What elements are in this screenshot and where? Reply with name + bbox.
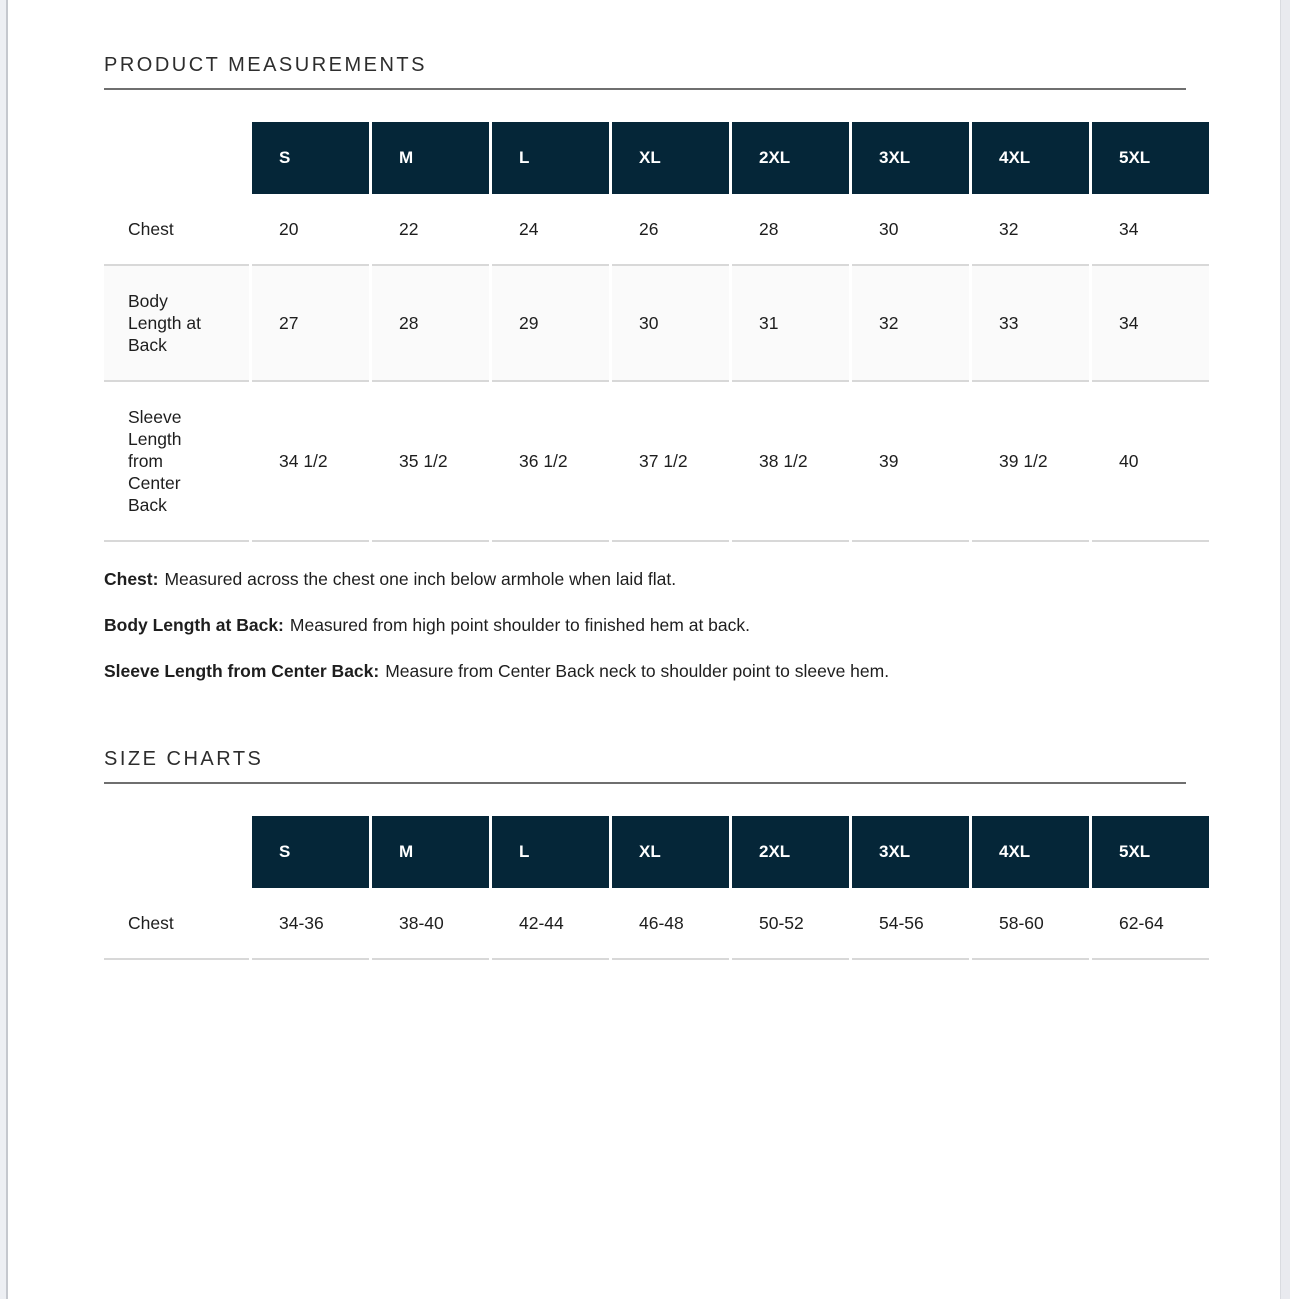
measurement-value-cell: 34 1/2 [252, 382, 369, 542]
measurement-value-cell: 26 [612, 194, 729, 266]
size-col-header-2xl: 2XL [732, 816, 849, 888]
measurement-value-cell: 40 [1092, 382, 1209, 542]
size-col-header-s: S [252, 122, 369, 194]
size-range-cell: 34-36 [252, 888, 369, 960]
size-col-header-5xl: 5XL [1092, 122, 1209, 194]
note-chest [104, 568, 1104, 590]
measurement-value-cell: 20 [252, 194, 369, 266]
size-col-header-m: M [372, 816, 489, 888]
size-header-row [104, 816, 1209, 888]
size-col-header-s: S [252, 816, 369, 888]
size-col-header-3xl: 3XL [852, 122, 969, 194]
product-measurements-table [101, 122, 1212, 542]
size-range-cell: 42-44 [492, 888, 609, 960]
measurement-value-cell: 28 [732, 194, 849, 266]
row-label-cell: Body Length at Back [104, 266, 249, 382]
measurement-value-cell: 39 [852, 382, 969, 542]
size-range-cell: 50-52 [732, 888, 849, 960]
measurement-value-cell: 30 [852, 194, 969, 266]
size-charts-heading: SIZE CHARTS [104, 748, 1186, 784]
size-col-header-xl: XL [612, 122, 729, 194]
row-label-cell: Chest [104, 194, 249, 266]
measurement-value-cell: 24 [492, 194, 609, 266]
table-row-sleeve-length [104, 382, 1209, 542]
note-term: Body Length at Back: [104, 615, 284, 635]
note-sleeve-length [104, 660, 1104, 682]
vertical-scrollbar[interactable] [1280, 0, 1290, 1299]
row-label-cell: Sleeve Length from Center Back [104, 382, 249, 542]
size-col-header-4xl: 4XL [972, 816, 1089, 888]
page-left-edge [0, 0, 8, 1299]
note-description: Measured from high point shoulder to finished hem at back. [289, 615, 751, 635]
size-col-header-m: M [372, 122, 489, 194]
measurement-value-cell: 30 [612, 266, 729, 382]
note-term: Sleeve Length from Center Back: [104, 661, 380, 681]
size-col-header-2xl: 2XL [732, 122, 849, 194]
note-description: Measure from Center Back neck to shoulder point to sleeve hem. [385, 661, 890, 681]
measurement-value-cell: 29 [492, 266, 609, 382]
size-col-header-l: L [492, 122, 609, 194]
corner-cell [104, 122, 249, 194]
measurement-value-cell: 32 [972, 194, 1089, 266]
product-measurements-heading: PRODUCT MEASUREMENTS [104, 54, 1186, 90]
note-term: Chest: [104, 569, 159, 589]
size-col-header-xl: XL [612, 816, 729, 888]
size-header-row [104, 122, 1209, 194]
note-body-length [104, 614, 1104, 636]
size-col-header-3xl: 3XL [852, 816, 969, 888]
size-guide-panel [104, 0, 1214, 960]
measurement-value-cell: 36 1/2 [492, 382, 609, 542]
measurement-value-cell: 38 1/2 [732, 382, 849, 542]
measurement-value-cell: 31 [732, 266, 849, 382]
measurement-value-cell: 32 [852, 266, 969, 382]
size-range-cell: 62-64 [1092, 888, 1209, 960]
size-range-cell: 58-60 [972, 888, 1089, 960]
measurement-value-cell: 39 1/2 [972, 382, 1089, 542]
size-col-header-l: L [492, 816, 609, 888]
size-col-header-5xl: 5XL [1092, 816, 1209, 888]
measurement-value-cell: 22 [372, 194, 489, 266]
size-range-cell: 46-48 [612, 888, 729, 960]
measurement-value-cell: 35 1/2 [372, 382, 489, 542]
measurement-value-cell: 28 [372, 266, 489, 382]
row-label-cell: Chest [104, 888, 249, 960]
table-row-chest [104, 194, 1209, 266]
note-description: Measured across the chest one inch below armhole when laid flat. [164, 569, 677, 589]
table-row-chest-range [104, 888, 1209, 960]
size-range-cell: 38-40 [372, 888, 489, 960]
size-col-header-4xl: 4XL [972, 122, 1089, 194]
corner-cell [104, 816, 249, 888]
size-range-cell: 54-56 [852, 888, 969, 960]
measurement-value-cell: 27 [252, 266, 369, 382]
measurement-value-cell: 37 1/2 [612, 382, 729, 542]
measurement-value-cell: 34 [1092, 194, 1209, 266]
size-charts-table [101, 816, 1212, 960]
measurement-notes [104, 568, 1104, 682]
measurement-value-cell: 34 [1092, 266, 1209, 382]
table-row-body-length [104, 266, 1209, 382]
measurement-value-cell: 33 [972, 266, 1089, 382]
